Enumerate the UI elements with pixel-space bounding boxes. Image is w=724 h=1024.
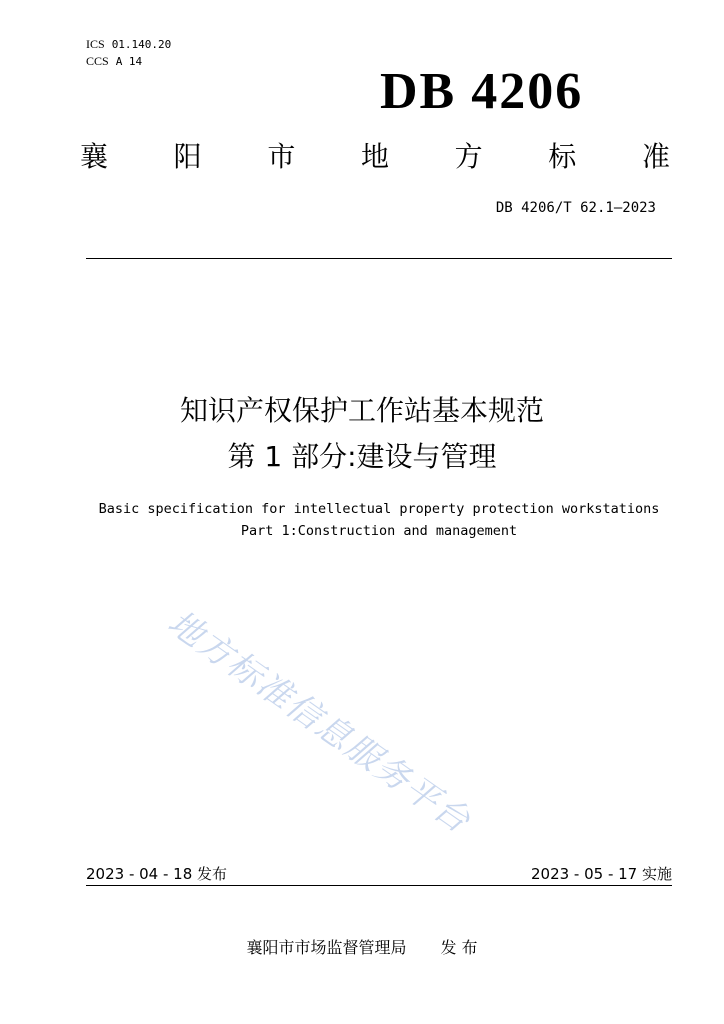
- title-en-line2: Part 1:Construction and management: [240, 523, 518, 539]
- region-char-3: 市: [267, 140, 296, 173]
- region-char-1: 襄: [80, 140, 109, 173]
- issuer-name: 襄阳市市场监督管理局: [246, 938, 407, 957]
- watermark-text: 地方标准信息服务平台: [160, 602, 479, 842]
- ccs-label: CCS: [86, 54, 109, 68]
- standard-number: DB 4206/T 62.1—2023: [495, 200, 656, 216]
- region-char-5: 方: [454, 140, 483, 173]
- region-char-2: 阳: [173, 140, 202, 173]
- title-en-line1: Basic specification for intellectual property protection workstations: [98, 501, 660, 517]
- header-divider: [86, 258, 672, 259]
- issuer-action: 发 布: [440, 938, 478, 957]
- ccs-line: [86, 53, 171, 70]
- implement-date: 2023 - 05 - 17 实施: [530, 865, 672, 883]
- ccs-value: A 14: [115, 55, 143, 68]
- region-char-6: 标: [548, 140, 577, 173]
- region-char-7: 准: [641, 140, 670, 173]
- db-code-mark: DB 4206: [380, 63, 584, 120]
- title-cn-line2: 第 1 部分:建设与管理: [227, 440, 497, 473]
- issuer-line: [0, 935, 724, 958]
- ics-line: [86, 36, 171, 53]
- footer-divider: [86, 885, 672, 886]
- ics-value: 01.140.20: [111, 38, 172, 51]
- region-standard-title: [80, 140, 670, 174]
- ics-label: ICS: [86, 37, 105, 51]
- classification-codes: [86, 36, 171, 70]
- region-char-4: 地: [360, 140, 389, 173]
- publish-date: 2023 - 04 - 18 发布: [86, 865, 228, 883]
- title-cn-line1: 知识产权保护工作站基本规范: [179, 394, 544, 427]
